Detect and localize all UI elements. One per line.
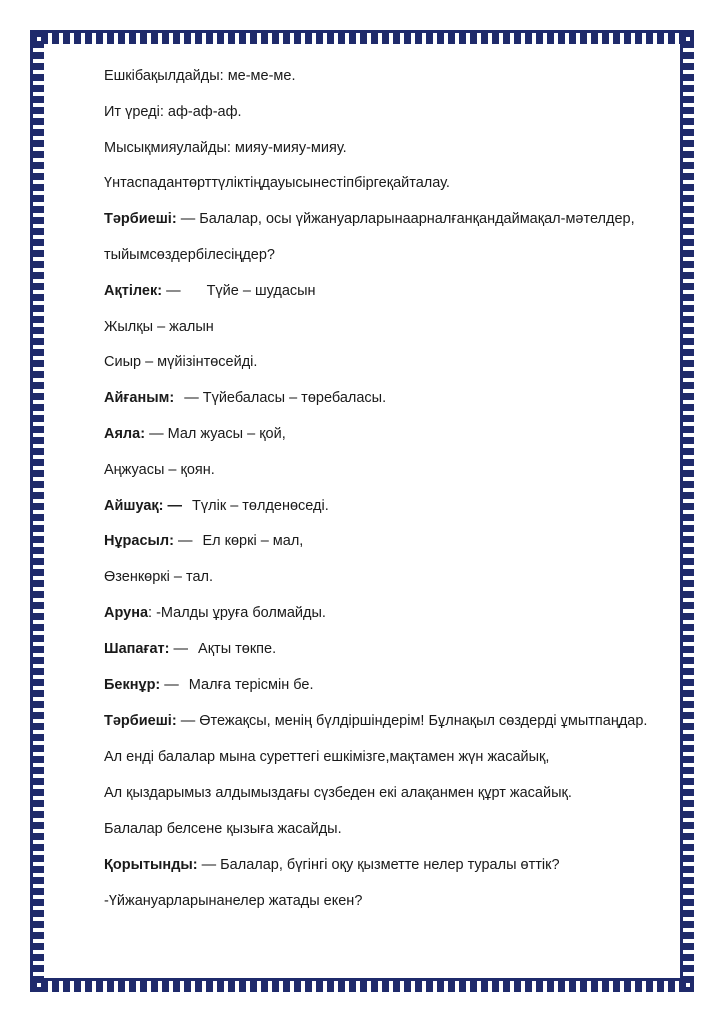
line-text: Ал енді балалар мына суреттегі ешкімізге,мақтамен жүн жасайық, — [104, 749, 550, 766]
text-line — [104, 66, 684, 102]
line-text: Өзенкөркі – тал. — [104, 569, 214, 586]
speaker-name: Шапағат: — [104, 640, 170, 657]
decorative-border-top — [30, 30, 694, 44]
speaker-name: Бекнұр: — [104, 676, 161, 693]
line-text: Ит үреді: аф-аф-аф. — [104, 103, 242, 120]
line-text: : -Малды ұруға болмайды. — [148, 604, 326, 621]
text-line — [104, 783, 684, 819]
speaker-name: Аруна — [104, 604, 149, 621]
text-line — [104, 747, 684, 783]
decorative-border-bottom — [30, 978, 694, 992]
line-text: Ел көркі – мал, — [202, 533, 304, 550]
line-text: Ал қыздарымыз алдымыздағы сүзбеден екі алақанмен құрт жасайық. — [104, 785, 572, 802]
line-text: — Мал жуасы – қой, — [149, 425, 286, 442]
document-body — [104, 66, 684, 926]
line-text: Мысықмияулайды: мияу-мияу-мияу. — [104, 139, 347, 156]
line-text: Ешкібақылдайды: ме-ме-ме. — [104, 68, 296, 84]
speaker-name: Тәрбиеші: — [104, 713, 177, 730]
line-text: — — [177, 533, 193, 550]
speaker-name: Аяла: — [104, 425, 146, 442]
speaker-name: Ақтілек: — [104, 282, 163, 299]
speaker-name: Қорытынды: — [104, 856, 198, 873]
line-text: Түйе – шудасын — [206, 282, 316, 299]
line-text: — — [164, 676, 179, 693]
line-text: Түлік – төлденөседі. — [192, 497, 329, 514]
speaker-name: Айшуақ: — — [104, 497, 183, 514]
speaker-name: Нұрасыл: — [104, 533, 174, 550]
dialogue-line — [104, 603, 684, 639]
text-line — [104, 173, 684, 209]
line-text: — — [173, 640, 189, 657]
dialogue-line — [104, 209, 684, 245]
dialogue-line — [104, 675, 684, 711]
dialogue-line — [104, 531, 684, 567]
line-text: Аңжуасы – қоян. — [104, 461, 215, 478]
text-line — [104, 138, 684, 174]
dialogue-line — [104, 424, 684, 460]
dialogue-line — [104, 639, 684, 675]
dialogue-line — [104, 496, 684, 532]
dialogue-line — [104, 710, 684, 732]
text-line — [104, 819, 684, 855]
line-text: Балалар белсене қызыға жасайды. — [104, 820, 342, 837]
text-line — [104, 352, 684, 388]
speaker-name: Айғаным: — [104, 390, 175, 407]
text-line — [104, 567, 684, 603]
line-text: тыйымсөздербілесіңдер? — [104, 246, 275, 263]
line-text: Үнтаспадантөрттүліктіңдауысынестіпбіргеқайталау. — [104, 175, 450, 192]
text-line — [104, 460, 684, 496]
line-text: Ақты төкпе. — [198, 640, 277, 657]
dialogue-line — [104, 281, 684, 317]
line-text: — Өтежақсы, менің бүлдіршіндерім! Бұлнақыл сөздерді ұмытпаңдар. — [180, 713, 648, 730]
line-text: — Балалар, бүгінгі оқу қызметте нелер туралы өттік? — [201, 856, 560, 873]
text-line — [104, 102, 684, 138]
line-text: — Балалар, осы үйжануарларынаарналғанқандаймақал-мәтелдер, — [180, 211, 635, 228]
line-text: Малға терісмін бе. — [188, 676, 314, 693]
dialogue-line — [104, 388, 684, 424]
text-line — [104, 245, 684, 281]
line-text: — Түйебаласы – төребаласы. — [184, 390, 387, 407]
decorative-border-left — [30, 30, 44, 992]
line-text: -Үйжануарларынанелер жатады екен? — [104, 892, 363, 909]
line-text: Сиыр – мүйізінтөсейді. — [104, 354, 258, 371]
speaker-name: Тәрбиеші: — [104, 211, 177, 228]
line-text: — — [166, 282, 181, 299]
line-text: Жылқы – жалын — [104, 318, 214, 335]
text-line — [104, 891, 684, 927]
text-line — [104, 317, 684, 353]
dialogue-line — [104, 855, 684, 891]
